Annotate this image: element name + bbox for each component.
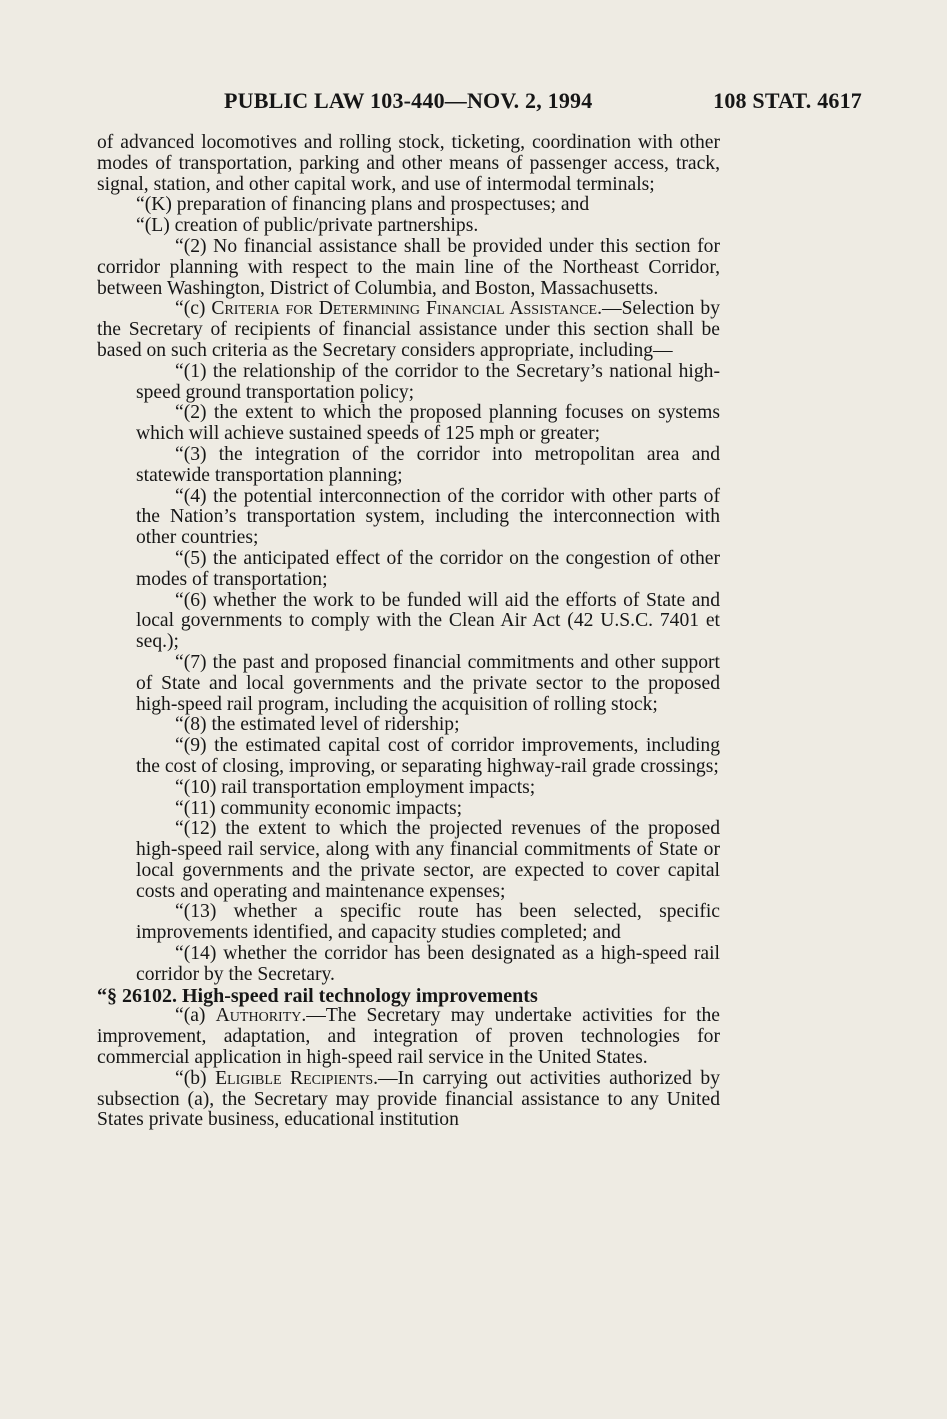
document-body (97, 133, 720, 1131)
criterion-11: “(11) community economic impacts; (175, 797, 463, 819)
subsection-a-text: —The Secretary may undertake activities for the improvement, adaptation, and integration of proven technologies for commercial application in high-speed rail service in the United States. (97, 1005, 721, 1069)
subsection-b-heading: Eligible Recipients. (215, 1067, 379, 1089)
criterion-4: “(4) the potential interconnection of the corridor with other parts of the Nation’s transportation system, including the interconnection with other countries; (136, 485, 720, 549)
subsection-a-label: “(a) (175, 1005, 216, 1027)
page-header (137, 88, 862, 118)
criterion-10: “(10) rail transportation employment impacts; (175, 776, 536, 798)
criterion-7: “(7) the past and proposed financial commitments and other support of State and local governments and the private sector to the proposed high-speed rail program, including the acquisition of rolling stock; (136, 651, 720, 715)
section-heading: “§ 26102. High-speed rail technology improvements (97, 984, 538, 1007)
subsection-c-heading: Criteria for Determining Financial Assistance. (211, 298, 602, 320)
criterion-12: “(12) the extent to which the projected revenues of the proposed high-speed rail service, along with any financial commitments of State or local governments and the private sector, are expected to cover capital costs and operating and maintenance expenses; (136, 818, 720, 902)
subsection-b (97, 1069, 720, 1131)
statute-page-number: 108 STAT. 4617 (713, 88, 862, 113)
criterion-14: “(14) whether the corridor has been designated as a high-speed rail corridor by the Secretary. (136, 943, 720, 985)
criterion-9: “(9) the estimated capital cost of corridor improvements, including the cost of closing, improving, or separating highway-rail grade crossings; (136, 735, 720, 777)
criterion-3: “(3) the integration of the corridor into metropolitan area and statewide transportation planning; (136, 443, 720, 486)
subsection-b-text: —In carrying out activities authorized by subsection (a), the Secretary may provide financial assistance to any United States private business, educational institution (97, 1067, 720, 1131)
criterion-6: “(6) whether the work to be funded will aid the efforts of State and local governments to comply with the Clean Air Act (42 U.S.C. 7401 et seq.); (136, 589, 720, 653)
subsection-c-label: “(c) (175, 298, 212, 320)
criterion-2: “(2) the extent to which the proposed planning focuses on systems which will achieve sustained speeds of 125 mph or greater; (136, 402, 720, 445)
criterion-8: “(8) the estimated level of ridership; (175, 714, 460, 736)
paragraph-k: “(K) preparation of financing plans and prospectuses; and (136, 194, 590, 216)
criterion-13: “(13) whether a specific route has been selected, specific improvements identified, and capacity studies completed; and (136, 901, 720, 944)
criterion-1: “(1) the relationship of the corridor to the Secretary’s national high-speed ground transportation policy; (136, 360, 720, 403)
subsection-b-label: “(b) (175, 1067, 216, 1089)
paragraph-l: “(L) creation of public/private partnerships. (136, 215, 479, 237)
public-law-title: PUBLIC LAW 103-440—NOV. 2, 1994 (224, 88, 593, 113)
subsection-c-text: —Selection by the Secretary of recipients of financial assistance under this section shall be based on such criteria as the Secretary considers appropriate, including— (97, 298, 721, 361)
subsection-a-heading: Authority. (215, 1005, 307, 1027)
subsection-c (97, 299, 720, 361)
paragraph-2: “(2) No financial assistance shall be provided under this section for corridor planning with respect to the main line of the Northeast Corridor, between Washington, District of Columbia, and Boston, Massachusetts. (97, 235, 720, 299)
paragraph-continuation: of advanced locomotives and rolling stock, ticketing, coordination with other modes of transportation, parking and other means of passenger access, track, signal, station, and other capital work, and use of intermodal terminals; (97, 132, 720, 195)
criterion-5: “(5) the anticipated effect of the corridor on the congestion of other modes of transportation; (136, 547, 720, 590)
subsection-a (97, 1006, 720, 1068)
